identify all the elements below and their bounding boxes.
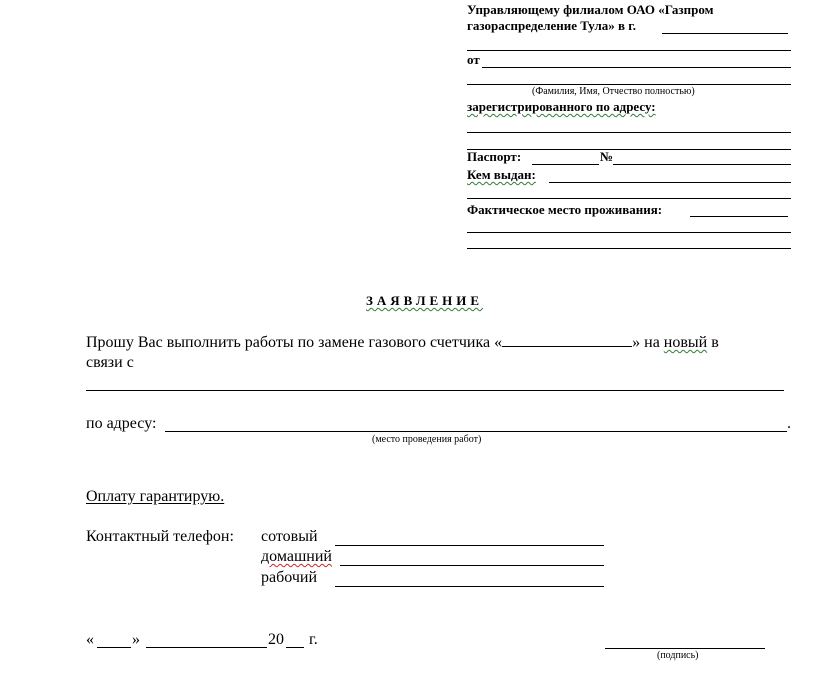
phone-work-label: рабочий: [261, 569, 317, 586]
issued-by-line-2[interactable]: [467, 198, 791, 199]
phone-mobile-field[interactable]: [335, 545, 604, 546]
date-open-quote: «: [86, 631, 94, 648]
meter-type-field[interactable]: [502, 334, 632, 347]
contact-phone-label: Контактный телефон:: [86, 528, 234, 545]
addressee-extra-line[interactable]: [467, 50, 791, 51]
place-hint: (место проведения работ): [372, 434, 482, 445]
addressee-line-1: Управляющему филиалом ОАО «Газпром: [467, 2, 714, 17]
issued-by-field[interactable]: [549, 182, 791, 183]
payment-guarantee: [86, 488, 224, 506]
request-text-end: » на: [632, 334, 660, 351]
passport-label: Паспорт:: [467, 149, 522, 164]
issued-by-label: [467, 167, 536, 183]
year-suffix: г.: [309, 631, 318, 648]
date-month-field[interactable]: [146, 647, 267, 648]
work-address-field[interactable]: [165, 431, 787, 432]
reason-label: связи с: [86, 354, 134, 371]
passport-series-field[interactable]: [532, 164, 599, 165]
actual-residence-line-2[interactable]: [467, 232, 791, 233]
issued-by-label-text: Кем выдан:: [467, 167, 536, 182]
registered-address-line-1[interactable]: [467, 132, 791, 133]
addressee-line-2: газораспределение Тула» в г.: [467, 18, 636, 33]
address-end-dot: .: [787, 415, 791, 432]
phone-home-label: [261, 548, 332, 566]
signature-hint: (подпись): [657, 650, 699, 661]
payment-guarantee-text: Оплату гарантирую.: [86, 488, 225, 505]
city-field[interactable]: [662, 33, 788, 34]
address-label: по адресу:: [86, 415, 157, 432]
request-text-start: Прошу Вас выполнить работы по замене газового счетчика «: [86, 334, 503, 351]
date-close-quote: »: [132, 631, 140, 648]
actual-residence-line-3[interactable]: [467, 248, 791, 249]
actual-residence-label: Фактическое место проживания:: [467, 202, 663, 217]
registered-label-text: зарегистрированного по адресу:: [467, 99, 656, 114]
request-text-end-3: в: [711, 334, 719, 351]
from-label: от: [467, 52, 480, 67]
reason-field[interactable]: [86, 390, 784, 391]
passport-number-sign: №: [600, 149, 614, 164]
from-field-line-2[interactable]: [467, 84, 791, 85]
signature-field[interactable]: [605, 648, 765, 649]
phone-work-field[interactable]: [335, 586, 604, 587]
fio-hint: (Фамилия, Имя, Отчество полностью): [532, 86, 695, 97]
document-title: [366, 293, 483, 309]
phone-home-label-text: домашний: [261, 548, 332, 565]
request-new-word: новый: [663, 334, 708, 351]
passport-number-field[interactable]: [613, 164, 791, 165]
registered-address-label: [467, 99, 656, 115]
phone-home-field[interactable]: [340, 565, 604, 566]
document-title-text: ЗАЯВЛЕНИЕ: [366, 293, 484, 308]
phone-mobile-label: сотовый: [261, 528, 318, 545]
actual-residence-field[interactable]: [690, 216, 788, 217]
date-day-field[interactable]: [97, 647, 131, 648]
year-prefix: 20: [268, 631, 284, 648]
request-text: [86, 334, 719, 352]
date-year-field[interactable]: [286, 647, 304, 648]
from-field[interactable]: [482, 67, 791, 68]
